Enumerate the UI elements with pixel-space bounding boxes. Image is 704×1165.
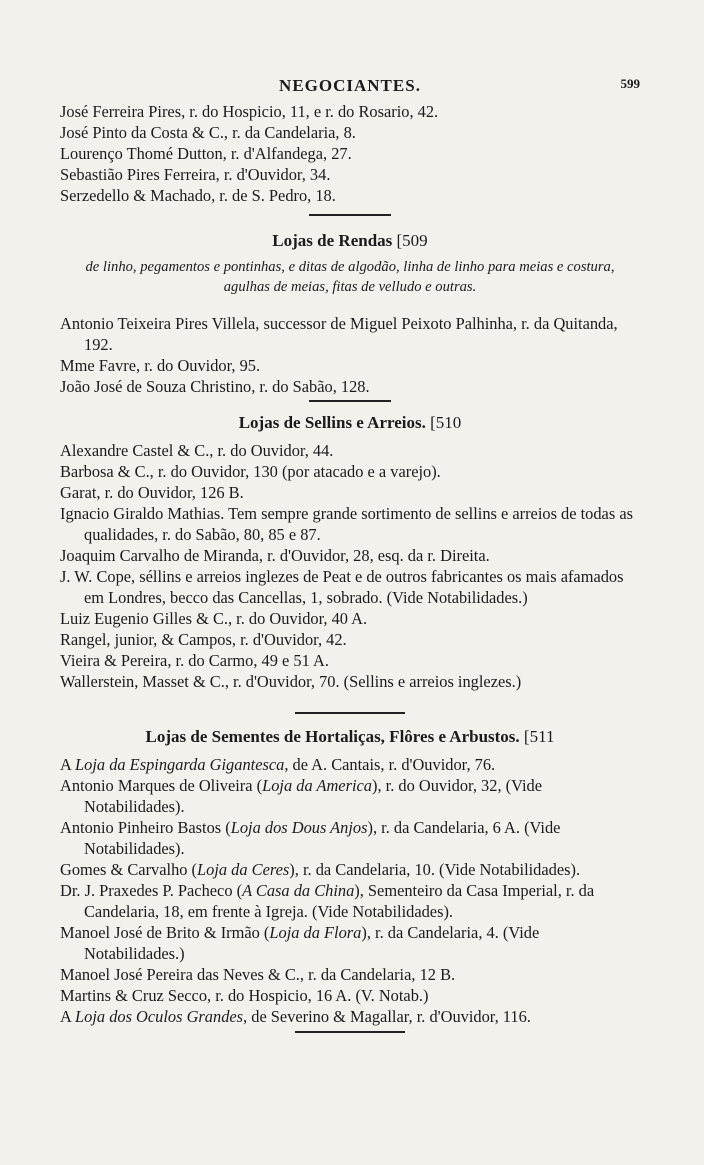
list-item: Lourenço Thomé Dutton, r. d'Alfandega, 27.	[60, 144, 352, 163]
list-item: João José de Souza Christino, r. do Sabão, 128.	[60, 377, 370, 396]
entry-text: Manoel José Pereira das Neves & C., r. da Candelaria, 12 B.	[60, 965, 456, 984]
entry-text: ), Sementeiro da Casa Imperial, r. da Candelaria, 18, em frente à Igreja. (Vide Notabilidades).	[84, 881, 595, 921]
entry-text: Antonio Marques de Oliveira (	[60, 776, 263, 795]
section-sellins	[60, 400, 640, 692]
entry-text: ), r. da Candelaria, 4. (Vide Notabilidades.)	[84, 923, 540, 963]
list-item: Garat, r. do Ouvidor, 126 B.	[60, 483, 244, 502]
entry-text: Manoel José de Brito & Irmão (	[60, 923, 270, 942]
list-item: Barbosa & C., r. do Ouvidor, 130 (por atacado e a varejo).	[60, 462, 441, 481]
sementes-entries	[60, 754, 640, 1027]
list-item: Rangel, junior, & Campos, r. d'Ouvidor, 42.	[60, 630, 347, 649]
section-divider	[309, 214, 391, 216]
section-title-text: Lojas de Sementes de Hortaliças, Flôres e Arbustos.	[145, 727, 520, 746]
entry-text: Gomes & Carvalho (	[60, 860, 198, 879]
list-item	[60, 1006, 640, 1027]
list-item	[60, 754, 640, 775]
list-item: José Ferreira Pires, r. do Hospicio, 11, e r. do Rosario, 42.	[60, 102, 439, 121]
list-item: Antonio Teixeira Pires Villela, successor de Miguel Peixoto Palhinha, r. da Quitanda, 192.	[60, 314, 618, 354]
list-item: Ignacio Giraldo Mathias. Tem sempre grande sortimento de sellins e arreios de todas as qualidades, r. do Sabão, 80, 85 e 87.	[60, 504, 633, 544]
list-item: Joaquim Carvalho de Miranda, r. d'Ouvidor, 28, esq. da r. Direita.	[60, 546, 490, 565]
entry-text: Antonio Pinheiro Bastos (	[60, 818, 231, 837]
list-item: Serzedello & Machado, r. de S. Pedro, 18.	[60, 186, 336, 205]
section-sementes	[60, 712, 640, 1033]
entry-text: A	[60, 1007, 76, 1026]
shop-name: Loja dos Dous Anjos	[230, 818, 368, 837]
list-item: Vieira & Pereira, r. do Carmo, 49 e 51 A.	[60, 651, 329, 670]
section-title	[60, 412, 640, 434]
list-item: Mme Favre, r. do Ouvidor, 95.	[60, 356, 261, 375]
section-title	[60, 230, 640, 252]
shop-name: Loja da Flora	[269, 923, 362, 942]
section-title-text: Lojas de Sellins e Arreios.	[238, 413, 426, 432]
section-divider	[295, 712, 405, 714]
entry-text: Martins & Cruz Secco, r. do Hospicio, 16 A. (V. Notab.)	[60, 986, 429, 1005]
list-item: Alexandre Castel & C., r. do Ouvidor, 44.	[60, 441, 334, 460]
entry-text: , de A. Cantais, r. d'Ouvidor, 76.	[284, 755, 496, 774]
section-divider	[295, 1031, 405, 1033]
shop-name: Loja da America	[262, 776, 372, 795]
running-title: NEGOCIANTES.	[279, 76, 421, 95]
section-rendas	[60, 214, 640, 397]
section-divider	[309, 400, 391, 402]
section-number: [509	[396, 231, 428, 250]
entries-top	[60, 101, 640, 206]
running-head	[60, 76, 640, 100]
list-item	[60, 859, 640, 880]
page-number: 599	[620, 76, 640, 91]
list-item	[60, 922, 640, 964]
list-item	[60, 985, 640, 1006]
list-item: J. W. Cope, séllins e arreios inglezes de Peat e de outros fabricantes os mais afamados em Londres, becco das Cancellas, 1, sobrado. (Vide Notabilidades.)	[60, 567, 624, 607]
list-item: Wallerstein, Masset & C., r. d'Ouvidor, 70. (Sellins e arreios inglezes.)	[60, 672, 522, 691]
section-number: [511	[523, 727, 555, 746]
entry-text: ), r. da Candelaria, 6 A. (Vide Notabilidades).	[84, 818, 561, 858]
list-item: Luiz Eugenio Gilles & C., r. do Ouvidor, 40 A.	[60, 609, 368, 628]
shop-name: Loja dos Oculos Grandes	[75, 1007, 244, 1026]
section-title-text: Lojas de Rendas	[272, 231, 393, 250]
list-item	[60, 817, 640, 859]
list-item: José Pinto da Costa & C., r. da Candelaria, 8.	[60, 123, 356, 142]
list-item	[60, 880, 640, 922]
shop-name: Loja da Espingarda Gigantesca	[75, 755, 285, 774]
list-item	[60, 964, 640, 985]
entry-text: Dr. J. Praxedes P. Pacheco (	[60, 881, 243, 900]
entry-text: , de Severino & Magallar, r. d'Ouvidor, 116.	[243, 1007, 531, 1026]
section-title	[60, 726, 640, 748]
list-item	[60, 775, 640, 817]
entry-text: A	[60, 755, 76, 774]
entry-text: ), r. do Ouvidor, 32, (Vide Notabilidades).	[84, 776, 542, 816]
section-note: de linho, pegamentos e pontinhas, e ditas de algodão, linha de linho para meias e costura, agulhas de meias, fitas de velludo e outras.	[85, 259, 615, 295]
shop-name: A Casa da China	[242, 881, 355, 900]
entry-text: ), r. da Candelaria, 10. (Vide Notabilidades).	[289, 860, 581, 879]
list-item: Sebastião Pires Ferreira, r. d'Ouvidor, 34.	[60, 165, 331, 184]
shop-name: Loja da Ceres	[197, 860, 290, 879]
section-number: [510	[430, 413, 462, 432]
